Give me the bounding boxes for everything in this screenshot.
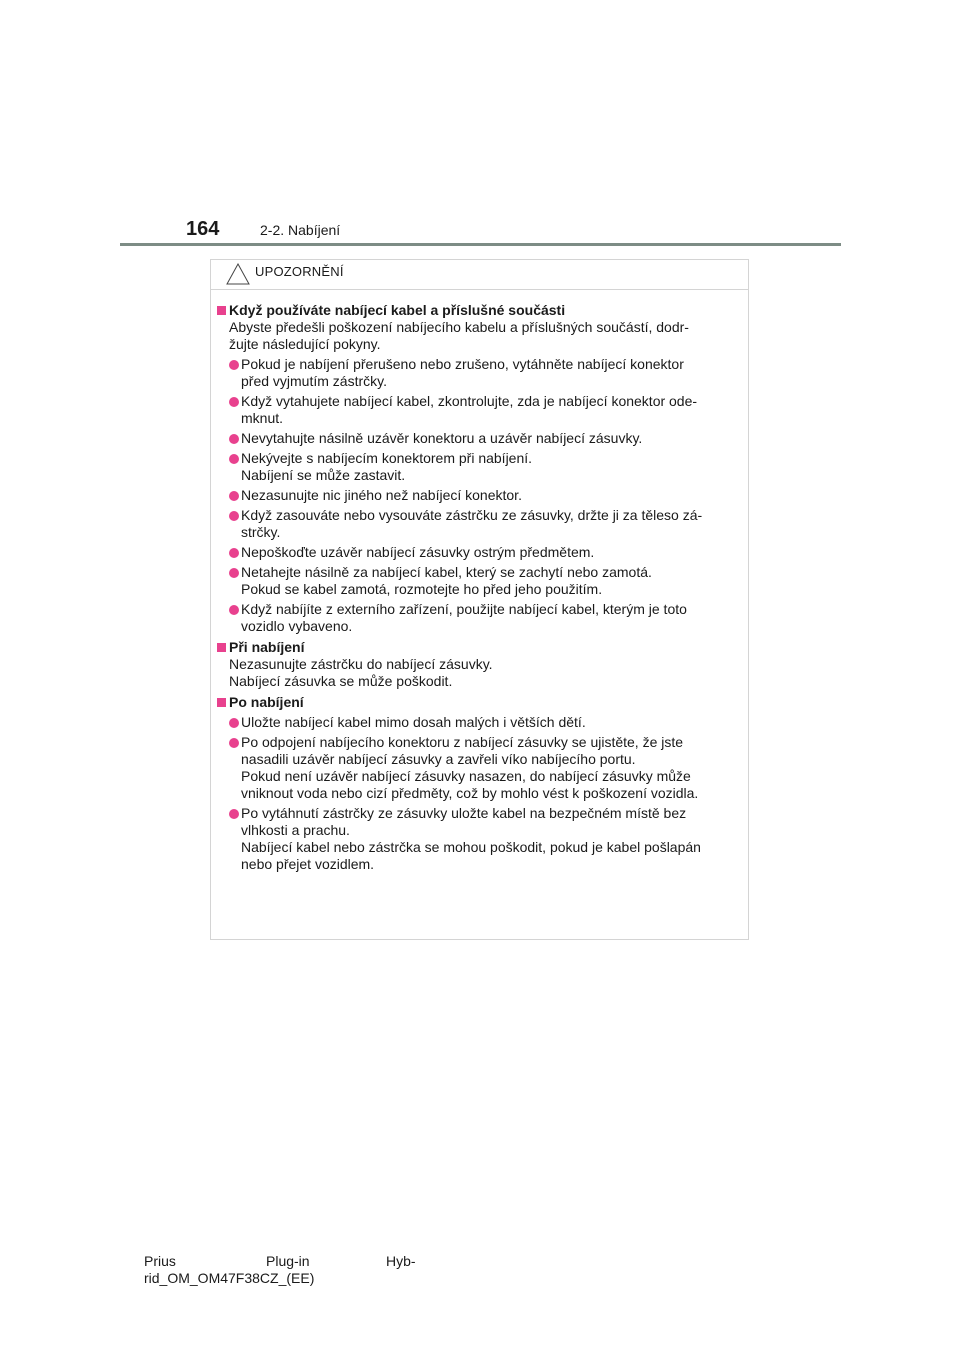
text-line: Když vytahujete nabíjecí kabel, zkontrolujte, zda je nabíjecí konektor ode- [241,393,698,409]
bullet-item [217,734,742,802]
square-bullet-icon [217,306,226,315]
bullet-item [217,714,742,731]
text-line: Po odpojení nabíjecího konektoru z nabíjecí zásuvky se ujistěte, že jste [241,734,684,750]
footer-text: Plug-in [266,1253,310,1269]
text-line: nebo přejet vozidlem. [241,856,375,872]
square-bullet-icon [217,643,226,652]
text-line: Nabíjení se může zastavit. [241,467,406,483]
circle-bullet-icon [229,360,239,370]
bullet-item [217,393,742,427]
text-line: Netahejte násilně za nabíjecí kabel, který se zachytí nebo zamotá. [241,564,652,580]
text-line: Nepoškoďte uzávěr nabíjecí zásuvky ostrým předmětem. [241,544,595,560]
section-title-text: Po nabíjení [229,694,304,710]
text-line: nasadili uzávěr nabíjecí zásuvky a zavřeli víko nabíjecího portu. [241,751,636,767]
circle-bullet-icon [229,434,239,444]
text-line: Abyste předešli poškození nabíjecího kabelu a příslušných součástí, dodr- [229,319,689,335]
text-line: před vyjmutím zástrčky. [241,373,387,389]
footer [144,1253,416,1287]
warning-title: UPOZORNĚNÍ [255,264,344,279]
bullet-item [217,544,742,561]
text-line: Nevytahujte násilně uzávěr konektoru a uzávěr nabíjecí zásuvky. [241,430,643,446]
circle-bullet-icon [229,568,239,578]
bullet-text [241,393,742,427]
warning-section-title [217,694,742,711]
footer-text: Prius [144,1253,176,1269]
text-line: Nekývejte s nabíjecím konektorem při nabíjení. [241,450,533,466]
page-header [186,218,340,241]
bullet-item [217,564,742,598]
bullet-item [217,487,742,504]
circle-bullet-icon [229,809,239,819]
text-line: vniknout voda nebo cizí předměty, což by mohlo vést k poškození vozidla. [241,785,699,801]
text-line: Když nabíjíte z externího zařízení, použijte nabíjecí kabel, kterým je toto [241,601,687,617]
text-line: Nabíjecí zásuvka se může poškodit. [229,673,453,689]
circle-bullet-icon [229,491,239,501]
text-line: žujte následující pokyny. [229,336,381,352]
bullet-item [217,805,742,873]
bullet-text [241,734,742,802]
warning-section-title [217,639,742,656]
bullet-text [241,805,742,873]
square-bullet-icon [217,698,226,707]
footer-line-2: rid_OM_OM47F38CZ_(EE) [144,1270,315,1286]
bullet-text [241,544,742,561]
header-rule [120,243,841,246]
bullet-text [241,487,742,504]
circle-bullet-icon [229,454,239,464]
warning-box [210,259,749,940]
text-line: Pokud není uzávěr nabíjecí zásuvky nasazen, do nabíjecí zásuvky může [241,768,691,784]
warning-body [211,290,748,873]
bullet-item [217,507,742,541]
text-line: Pokud je nabíjení přerušeno nebo zrušeno, vytáhněte nabíjecí konektor [241,356,684,372]
text-line: Pokud se kabel zamotá, rozmotejte ho před jeho použitím. [241,581,603,597]
bullet-text [241,356,742,390]
text-line: vlhkosti a prachu. [241,822,350,838]
section-title-text: Při nabíjení [229,639,305,655]
section-title-text: Když používáte nabíjecí kabel a příslušné součásti [229,302,566,318]
circle-bullet-icon [229,605,239,615]
circle-bullet-icon [229,718,239,728]
text-line: vozidlo vybaveno. [241,618,353,634]
text-line: Nezasunujte nic jiného než nabíjecí konektor. [241,487,522,503]
section-text [217,319,742,353]
bullet-item [217,430,742,447]
bullet-text [241,450,742,484]
circle-bullet-icon [229,397,239,407]
text-line: strčky. [241,524,281,540]
bullet-text [241,507,742,541]
bullet-item [217,601,742,635]
text-line: Nabíjecí kabel nebo zástrčka se mohou poškodit, pokud je kabel pošlapán [241,839,701,855]
text-line: mknut. [241,410,284,426]
footer-line-1 [144,1253,416,1270]
text-line: Po vytáhnutí zástrčky ze zásuvky uložte kabel na bezpečném místě bez [241,805,687,821]
bullet-text [241,601,742,635]
circle-bullet-icon [229,738,239,748]
text-line: Když zasouváte nebo vysouváte zástrčku ze zásuvky, držte ji za těleso zá- [241,507,703,523]
text-line: Uložte nabíjecí kabel mimo dosah malých i větších dětí. [241,714,586,730]
bullet-text [241,430,742,447]
circle-bullet-icon [229,511,239,521]
warning-triangle-icon [226,263,250,285]
footer-text: Hyb- [386,1253,416,1269]
section-text [217,656,742,690]
section-title: 2-2. Nabíjení [260,222,341,238]
warning-header [211,260,748,290]
text-line: Nezasunujte zástrčku do nabíjecí zásuvky. [229,656,493,672]
bullet-item [217,450,742,484]
bullet-item [217,356,742,390]
bullet-text [241,714,742,731]
page-number: 164 [186,218,220,240]
circle-bullet-icon [229,548,239,558]
bullet-text [241,564,742,598]
warning-section-title [217,302,742,319]
